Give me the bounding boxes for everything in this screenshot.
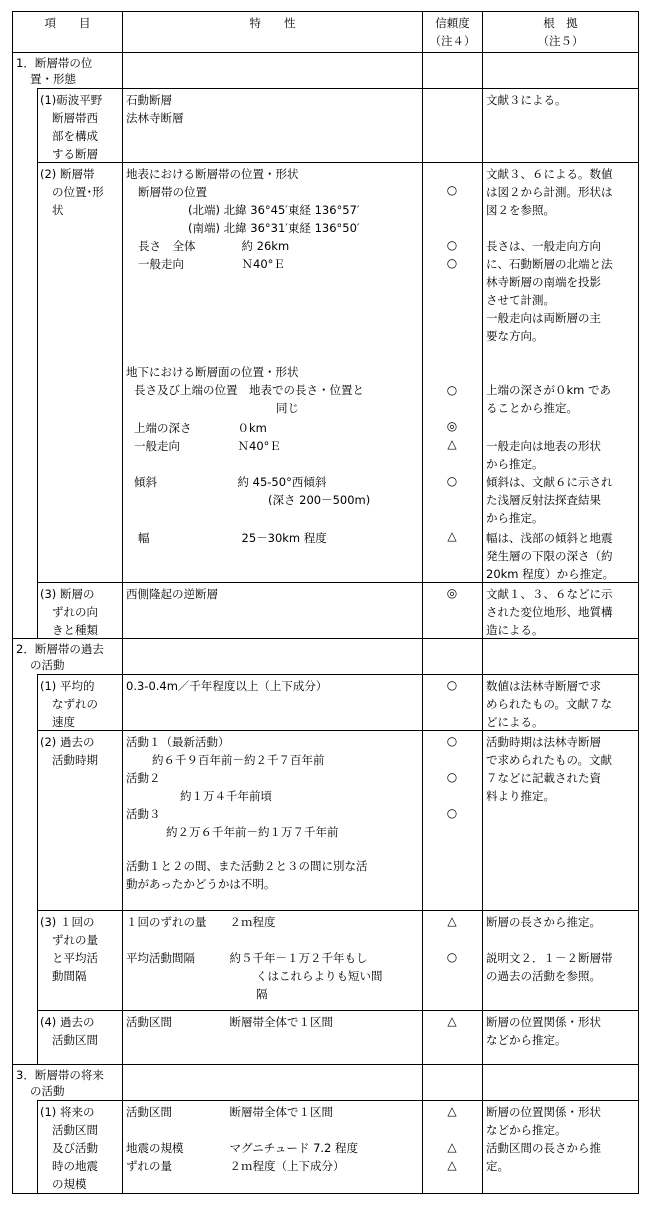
reliability-mark: ○ bbox=[446, 256, 458, 270]
property-line: 約１万４千年前頃 bbox=[180, 789, 272, 803]
property-line: (深さ 200－500m) bbox=[268, 493, 371, 507]
row-item: (1) 平均的 bbox=[40, 679, 95, 693]
property-line: １回のずれの量 ２ｍ程度 bbox=[126, 915, 276, 929]
basis-line: などから推定。 bbox=[486, 1123, 567, 1137]
reliability-mark: △ bbox=[447, 1158, 457, 1172]
property-line: ずれの量 ２ｍ程度（上下成分） bbox=[126, 1159, 345, 1173]
basis-line: 活動時期は法林寺断層 bbox=[486, 735, 601, 749]
row-item: (4) 過去の bbox=[40, 1015, 95, 1029]
basis-line: 長さは、一般走向方向 bbox=[486, 239, 601, 253]
basis-line: 断層の位置関係・形状 bbox=[486, 1105, 601, 1119]
header-basis-note: （注５） bbox=[537, 34, 584, 48]
property-line: 活動２ bbox=[126, 771, 161, 785]
basis-line: 一般走向は両断層の主 bbox=[486, 311, 601, 325]
row-item: 活動区間 bbox=[52, 1033, 98, 1047]
header-property: 特 性 bbox=[249, 16, 296, 30]
basis-line: 造による。 bbox=[486, 623, 544, 637]
section-title: の活動 bbox=[30, 1084, 65, 1098]
basis-line: 文献３による。 bbox=[486, 93, 567, 107]
property-line: 平均活動間隔 約５千年－１万２千年もし bbox=[126, 951, 368, 965]
row-item: 断層帯西 bbox=[52, 111, 98, 125]
section-title: 1．断層帯の位 bbox=[16, 56, 93, 70]
basis-line: ７などに記載された資 bbox=[486, 771, 601, 785]
basis-line: 一般走向は地表の形状 bbox=[486, 439, 601, 453]
property-line: 動があったかどうかは不明。 bbox=[126, 877, 276, 891]
reliability-mark: ○ bbox=[446, 238, 458, 252]
section-title: の活動 bbox=[30, 658, 65, 672]
property-line: 約２万６千年前－約１万７千年前 bbox=[166, 825, 339, 839]
property-line: 幅 25－30km 程度 bbox=[138, 531, 327, 545]
property-line: 活動３ bbox=[126, 807, 161, 821]
row-item: の位置･形 bbox=[52, 185, 104, 199]
basis-line: ることから推定。 bbox=[486, 401, 578, 415]
row-item: ずれの量 bbox=[52, 933, 98, 947]
property-line: 0.3-0.4m／千年程度以上（上下成分） bbox=[126, 679, 328, 693]
row-item: (1) 将来の bbox=[40, 1105, 95, 1119]
property-line: 断層帯の位置 bbox=[138, 185, 207, 199]
section-title: 置・形態 bbox=[30, 72, 76, 86]
basis-line: 傾斜は、文献６に示され bbox=[486, 475, 613, 489]
basis-line: 数値は法林寺断層で求 bbox=[486, 679, 601, 693]
basis-line: 林寺断層の南端を投影 bbox=[486, 275, 601, 289]
reliability-mark: ○ bbox=[446, 678, 458, 692]
basis-line: で求められたもの。文献 bbox=[486, 753, 613, 767]
basis-line: 説明文２．１－２断層帯 bbox=[486, 951, 613, 965]
basis-line: は図２から計測。形状は bbox=[486, 185, 613, 199]
basis-line: させて計測。 bbox=[486, 293, 555, 307]
header-item: 項 目 bbox=[44, 16, 91, 30]
reliability-mark: △ bbox=[447, 529, 457, 543]
basis-line: 定。 bbox=[486, 1159, 509, 1173]
row-item: (2) 断層帯 bbox=[40, 167, 95, 181]
header-basis: 根 拠 bbox=[543, 16, 578, 30]
property-line: 地下における断層面の位置・形状 bbox=[126, 365, 299, 379]
reliability-mark: ○ bbox=[446, 806, 458, 820]
property-line: 石動断層 bbox=[126, 93, 172, 107]
property-line: 地表における断層帯の位置・形状 bbox=[126, 167, 299, 181]
basis-line: 文献３、６による。数値 bbox=[486, 167, 613, 181]
basis-line: 幅は、浅部の傾斜と地震 bbox=[486, 531, 613, 545]
basis-line: 文献１、３、６などに示 bbox=[486, 587, 613, 601]
property-line: 上端の深さ ０km bbox=[134, 421, 267, 435]
reliability-mark: △ bbox=[447, 1014, 457, 1028]
property-line: 約６千９百年前－約２千７百年前 bbox=[152, 753, 325, 767]
row-item: の規模 bbox=[52, 1177, 87, 1191]
basis-line: の過去の活動を参照。 bbox=[486, 969, 601, 983]
basis-line: 活動区間の長さから推 bbox=[486, 1141, 601, 1155]
basis-line: 図２を参照。 bbox=[486, 203, 555, 217]
basis-line: 断層の位置関係・形状 bbox=[486, 1015, 601, 1029]
row-item: (2) 過去の bbox=[40, 735, 95, 749]
reliability-mark: ○ bbox=[446, 183, 458, 197]
basis-line: に、石動断層の北端と法 bbox=[486, 257, 613, 271]
basis-line: どによる。 bbox=[486, 715, 544, 729]
property-line: 長さ及び上端の位置 地表での長さ・位置と bbox=[134, 383, 364, 397]
row-item: (3) 断層の bbox=[40, 587, 95, 601]
row-item: なずれの bbox=[52, 697, 98, 711]
row-item: 状 bbox=[52, 203, 64, 217]
row-item: 活動区間 bbox=[52, 1123, 98, 1137]
property-line: 一般走向 Ｎ40°Ｅ bbox=[134, 439, 281, 453]
property-line: 傾斜 約 45-50°西傾斜 bbox=[134, 475, 327, 489]
header-reliability-note: （注４） bbox=[429, 34, 476, 48]
property-line: 活動区間 断層帯全体で１区間 bbox=[126, 1105, 333, 1119]
property-line: 同じ bbox=[276, 401, 299, 415]
property-line: 活動区間 断層帯全体で１区間 bbox=[126, 1015, 333, 1029]
property-line: 地震の規模 マグニチュード 7.2 程度 bbox=[126, 1141, 359, 1155]
reliability-mark: △ bbox=[447, 914, 457, 928]
reliability-mark: ○ bbox=[446, 474, 458, 488]
property-line: 法林寺断層 bbox=[126, 111, 184, 125]
property-line: (北端) 北緯 36°45′東経 136°57′ bbox=[188, 203, 360, 217]
reliability-mark: △ bbox=[447, 1104, 457, 1118]
property-line: 活動１と２の間、また活動２と３の間に別な活 bbox=[126, 859, 368, 873]
basis-line: た浅層反射法探査結果 bbox=[486, 493, 601, 507]
property-line: くはこれらよりも短い間 bbox=[256, 969, 383, 983]
row-item: (3) １回の bbox=[40, 915, 95, 929]
reliability-mark: ○ bbox=[446, 383, 458, 397]
reliability-mark: △ bbox=[447, 437, 457, 451]
header-reliability: 信頼度 bbox=[435, 16, 470, 30]
row-item: 速度 bbox=[52, 715, 75, 729]
basis-line: 断層の長さから推定。 bbox=[486, 915, 601, 929]
row-item: 動間隔 bbox=[52, 969, 87, 983]
basis-line: められたもの。文献７な bbox=[486, 697, 613, 711]
row-item: 部を構成 bbox=[52, 129, 98, 143]
property-line: 活動１（最新活動） bbox=[126, 735, 230, 749]
row-item: (1)砺波平野 bbox=[40, 93, 103, 107]
row-item: 及び活動 bbox=[52, 1141, 98, 1155]
basis-line: から推定。 bbox=[486, 511, 544, 525]
reliability-mark: ◎ bbox=[446, 586, 458, 600]
reliability-mark: ○ bbox=[446, 950, 458, 964]
reliability-mark: ○ bbox=[446, 770, 458, 784]
basis-line: 料より推定。 bbox=[486, 789, 555, 803]
basis-line: から推定。 bbox=[486, 457, 544, 471]
basis-line: 要な方向。 bbox=[486, 329, 544, 343]
row-item: 時の地震 bbox=[52, 1159, 98, 1173]
row-item: ずれの向 bbox=[52, 605, 98, 619]
property-line: (南端) 北緯 36°31′東経 136°50′ bbox=[188, 221, 360, 235]
row-item: きと種類 bbox=[52, 623, 98, 637]
property-line: 西側隆起の逆断層 bbox=[126, 587, 218, 601]
reliability-mark: △ bbox=[447, 1140, 457, 1154]
row-item: と平均活 bbox=[52, 951, 98, 965]
basis-line: された変位地形、地質構 bbox=[486, 605, 613, 619]
property-line: 長さ 全体 約 26km bbox=[138, 239, 290, 253]
basis-line: などから推定。 bbox=[486, 1033, 567, 1047]
property-line: 隔 bbox=[256, 987, 268, 1001]
reliability-mark: ○ bbox=[446, 734, 458, 748]
basis-line: 上端の深さが０km であ bbox=[486, 383, 612, 397]
section-title: 3．断層帯の将来 bbox=[16, 1068, 104, 1082]
reliability-mark: ◎ bbox=[446, 419, 458, 433]
basis-line: 発生層の下限の深さ（約 bbox=[486, 549, 613, 563]
row-item: 活動時期 bbox=[52, 753, 98, 767]
section-title: 2．断層帯の過去 bbox=[16, 642, 104, 656]
row-item: する断層 bbox=[52, 147, 98, 161]
property-line: 一般走向 Ｎ40°Ｅ bbox=[138, 257, 285, 271]
basis-line: 20km 程度）から推定。 bbox=[486, 567, 615, 581]
